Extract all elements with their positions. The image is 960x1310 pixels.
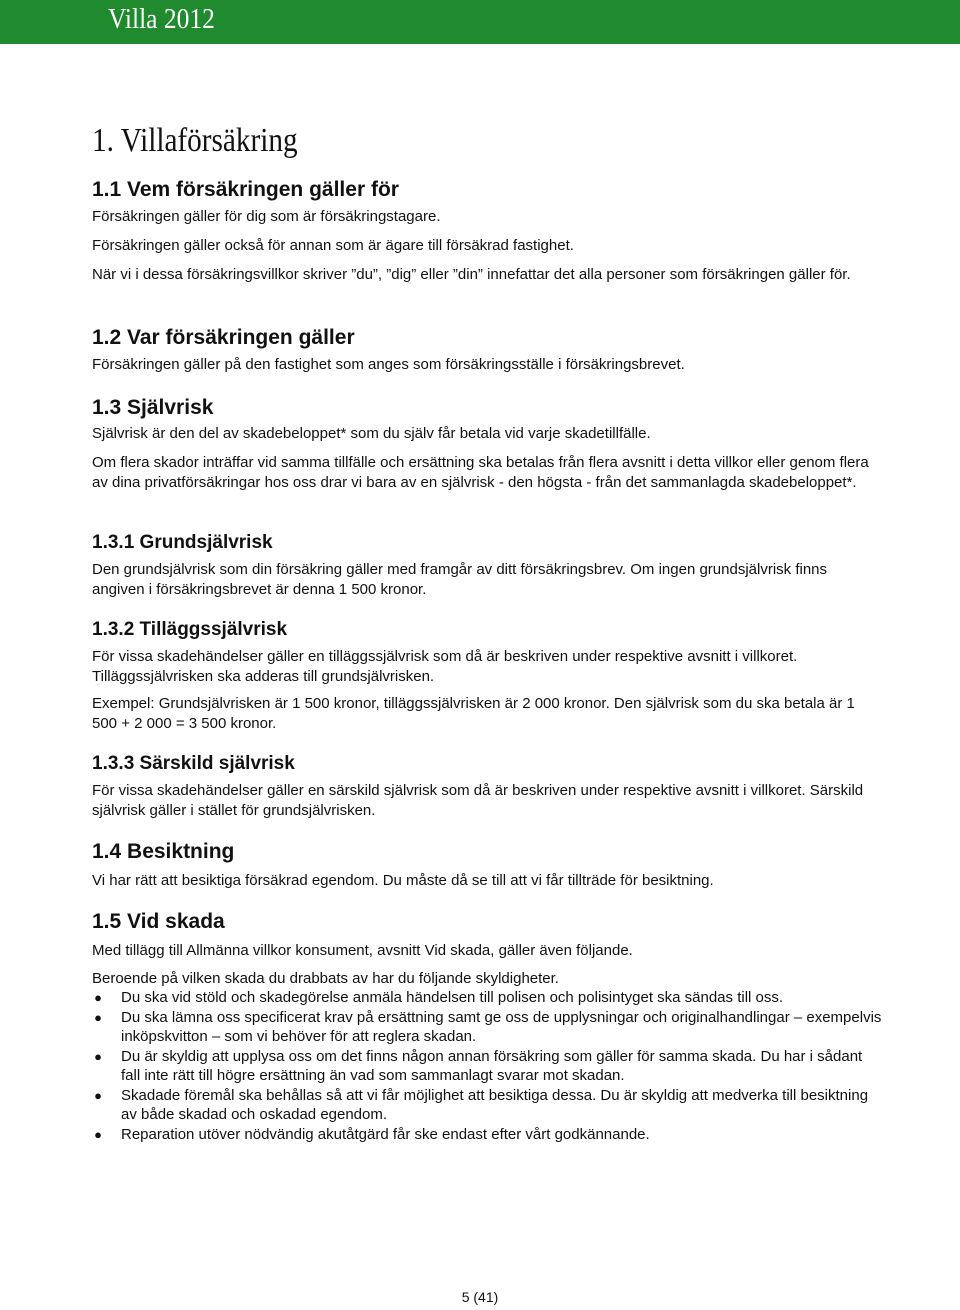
- heading-1-3-1: 1.3.1 Grundsjälvrisk: [92, 532, 273, 553]
- bullet-icon: ●: [94, 1126, 102, 1142]
- list-item-text: Reparation utöver nödvändig akutåtgärd får ske endast efter vårt godkännande.: [121, 1125, 650, 1143]
- header-title: Villa 2012: [108, 3, 215, 35]
- heading-1-2: 1.2 Var försäkringen gäller: [92, 326, 355, 349]
- paragraph-1-3-2-a: För vissa skadehändelser gäller en tilläggssjälvrisk som då är beskriven under respektive avsnitt i villkoret. Tilläggssjälvrisken ska adderas till grundsjälvrisken.: [92, 648, 798, 685]
- paragraph-1-3-3-a: För vissa skadehändelser gäller en särskild självrisk som då är beskriven under respektive avsnitt i villkoret. Särskild självrisk gäller i stället för grundsjälvrisken.: [92, 782, 864, 819]
- paragraph-1-1-a: Försäkringen gäller för dig som är försäkringstagare.: [92, 208, 441, 225]
- list-item: [92, 988, 882, 1008]
- heading-1-3-3: 1.3.3 Särskild självrisk: [92, 753, 295, 774]
- bullet-icon: ●: [94, 990, 102, 1005]
- paragraph-1-5-b: Beroende på vilken skada du drabbats av har du följande skyldigheter.: [92, 970, 559, 987]
- list-item: [92, 1125, 882, 1145]
- list-item: [92, 1086, 882, 1125]
- bullet-icon: ●: [94, 1009, 102, 1025]
- bullet-icon: ●: [94, 1048, 102, 1064]
- paragraph-1-3-a: Självrisk är den del av skadebeloppet* som du själv får betala vid varje skadetillfälle.: [92, 425, 651, 442]
- list-item-text: Skadade föremål ska behållas så att vi får möjlighet att besiktiga dessa. Du är skyldig att medverka till besiktning av både skadad och oskadad egendom.: [121, 1086, 869, 1123]
- heading-1-1: 1.1 Vem försäkringen gäller för: [92, 178, 399, 201]
- list-item-text: Du ska vid stöld och skadegörelse anmäla händelsen till polisen och polisintyget ska sändas till oss.: [121, 989, 784, 1006]
- heading-1-3: 1.3 Självrisk: [92, 396, 214, 419]
- list-item-text: Du ska lämna oss specificerat krav på ersättning samt ge oss de upplysningar och originalhandlingar – exempelvis inköpskvitton – som vi behöver för att reglera skadan.: [121, 1008, 882, 1045]
- header-bar: [0, 0, 960, 44]
- paragraph-1-1-c: När vi i dessa försäkringsvillkor skriver ”du”, ”dig” eller ”din” innefattar det alla personer som försäkringen gäller för.: [92, 266, 851, 283]
- heading-1-3-2: 1.3.2 Tilläggssjälvrisk: [92, 619, 288, 640]
- paragraph-1-2-a: Försäkringen gäller på den fastighet som anges som försäkringsställe i försäkringsbrevet.: [92, 356, 685, 373]
- heading-1-5: 1.5 Vid skada: [92, 910, 225, 933]
- paragraph-1-5-a: Med tillägg till Allmänna villkor konsument, avsnitt Vid skada, gäller även följande.: [92, 942, 633, 959]
- paragraph-1-3-2-b: Exempel: Grundsjälvrisken är 1 500 kronor, tilläggssjälvrisken är 2 000 kronor. Den självrisk som du ska betala är 1 500 + 2 000 = 3 500 kronor.: [92, 695, 855, 732]
- paragraph-1-3-b: Om flera skador inträffar vid samma tillfälle och ersättning ska betalas från flera avsnitt i detta villkor eller genom flera av dina privatförsäkringar hos oss drar vi bara av en självrisk - den högsta - från det sammanlagda skadebeloppet*.: [92, 454, 869, 491]
- list-item-text: Du är skyldig att upplysa oss om det finns någon annan försäkring som gäller för samma skada. Du har i sådant fall inte rätt till högre ersättning än vad som sammanlagt svarar mot skadan.: [121, 1047, 863, 1084]
- list-item: [92, 1008, 882, 1047]
- heading-1-4: 1.4 Besiktning: [92, 840, 235, 863]
- obligations-list: [92, 988, 882, 1144]
- list-item: [92, 1047, 882, 1086]
- paragraph-1-1-b: Försäkringen gäller också för annan som är ägare till försäkrad fastighet.: [92, 237, 574, 254]
- bullet-icon: ●: [94, 1087, 102, 1103]
- page-number: 5 (41): [461, 1289, 499, 1305]
- paragraph-1-4-a: Vi har rätt att besiktiga försäkrad egendom. Du måste då se till att vi får tillträde för besiktning.: [92, 872, 714, 889]
- chapter-title: 1. Villaförsäkring: [92, 122, 298, 159]
- paragraph-1-3-1-a: Den grundsjälvrisk som din försäkring gäller med framgår av ditt försäkringsbrev. Om ingen grundsjälvrisk finns angiven i försäkringsbrevet är denna 1 500 kronor.: [92, 561, 828, 598]
